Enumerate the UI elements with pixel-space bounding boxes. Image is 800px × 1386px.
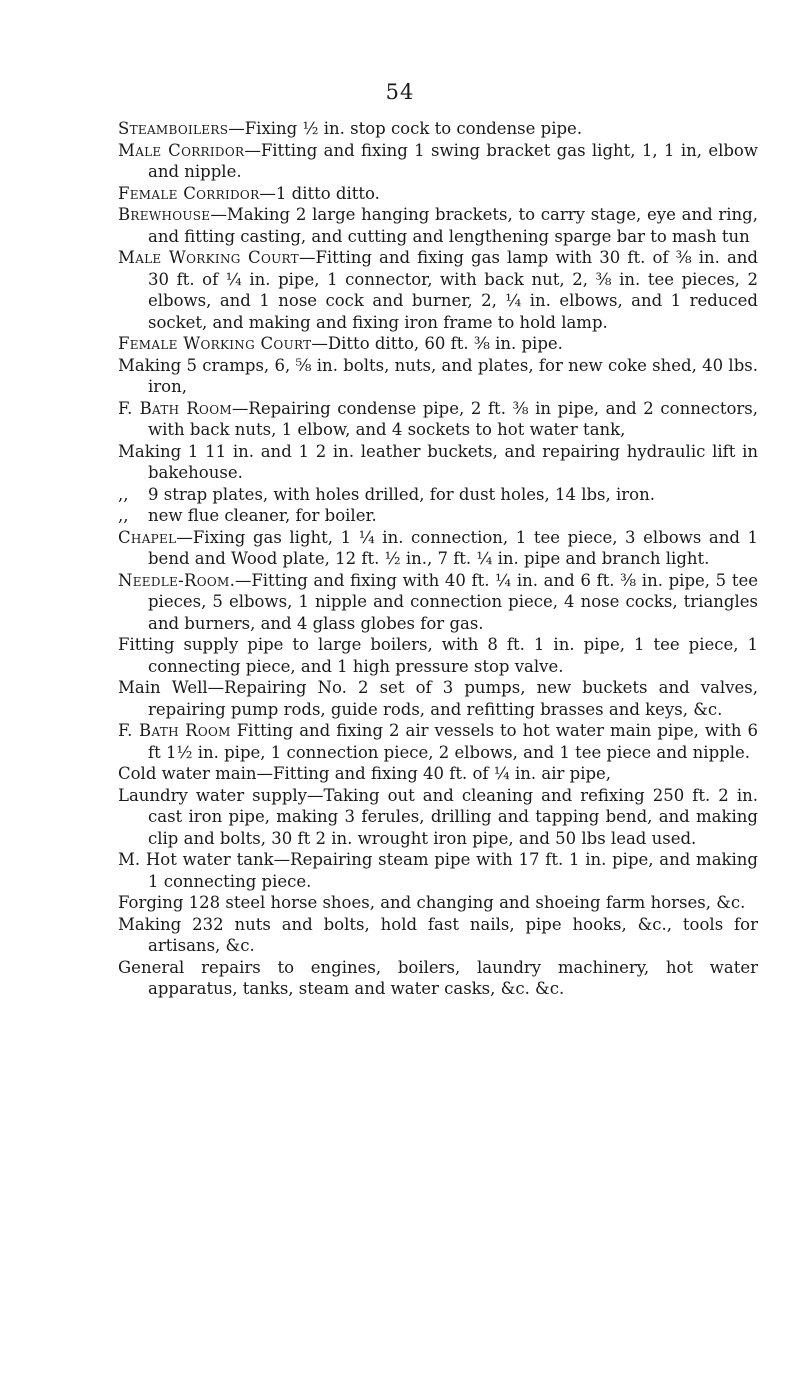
- entry-text: —Making 2 large hanging brackets, to carry stage, eye and ring, and fitting casting, and cutting and lengthening sparge bar to mash tun: [148, 205, 758, 246]
- entry-brewhouse: [118, 204, 758, 247]
- entry-text: 9 strap plates, with holes drilled, for dust holes, 14 lbs, iron.: [148, 484, 655, 504]
- entry-text: Making 5 cramps, 6, ⅝ in. bolts, nuts, and plates, for new coke shed, 40 lbs. iron,: [118, 355, 758, 396]
- ditto-mark: ,,: [118, 484, 129, 504]
- entry-text: Fitting and fixing 2 air vessels to hot water main pipe, with 6 ft 1½ in. pipe, 1 connection piece, 2 elbows, and 1 tee piece and nipple.: [148, 721, 759, 762]
- entry-text: —Fixing gas light, 1 ¼ in. connection, 1 tee piece, 3 elbows and 1 bend and Wood plate, 12 ft. ½ in., 7 ft. ¼ in. pipe and branch light.: [148, 527, 758, 568]
- entry-needle-room: [118, 570, 758, 635]
- entry-text: —Fitting and fixing gas lamp with 30 ft. of ⅜ in. and 30 ft. of ¼ in. pipe, 1 connector, with back nut, 2, ⅜ in. tee pieces, 2 elbows, and 1 nose cock and burner, 2, ¼ in. elbows, and 1 reduced socket, and making and fixing iron frame to hold lamp.: [148, 248, 758, 332]
- entry-steamboilers: [118, 118, 758, 140]
- entry-heading: Male Corridor: [118, 140, 245, 160]
- entry-flue-cleaner: [118, 505, 758, 527]
- entry-main-well: [118, 677, 758, 720]
- entry-heading: Steamboilers: [118, 119, 229, 138]
- entry-heading: Needle-Room: [118, 570, 230, 590]
- entry-heading: Female Working Court: [118, 334, 312, 353]
- entry-heading: Chapel: [118, 527, 177, 547]
- entry-text: General repairs to engines, boilers, laundry machinery, hot water apparatus, tanks, steam and water casks, &c. &c.: [118, 957, 758, 998]
- entry-text: Forging 128 steel horse shoes, and changing and shoeing farm horses, &c.: [118, 893, 746, 912]
- entry-chapel: [118, 527, 758, 570]
- entry-text: .—Fitting and fixing with 40 ft. ¼ in. and 6 ft. ⅜ in. pipe, 5 tee pieces, 5 elbows, 1 nipple and connection piece, 4 nose cocks, triangles and burners, and 4 glass globes for gas.: [148, 570, 758, 633]
- entry-text: Fitting supply pipe to large boilers, with 8 ft. 1 in. pipe, 1 tee piece, 1 connecting piece, and 1 high pressure stop valve.: [118, 635, 758, 676]
- entry-female-corridor: [118, 183, 758, 205]
- entry-laundry-water-supply: [118, 785, 758, 850]
- entry-heading: F. Bath Room: [118, 721, 231, 740]
- entry-heading: Brewhouse: [118, 205, 211, 224]
- entry-text: Laundry water supply—Taking out and cleaning and refixing 250 ft. 2 in. cast iron pipe, making 3 ferules, drilling and tapping bend, and making clip and bolts, 30 ft 2 in. wrought iron pipe, and 50 lbs lead used.: [118, 785, 758, 848]
- entry-female-working-court: [118, 333, 758, 355]
- entry-male-working-court: [118, 247, 758, 333]
- entry-leather-buckets: [118, 441, 758, 484]
- entry-text: —Repairing condense pipe, 2 ft. ⅜ in pipe, and 2 connectors, with back nuts, 1 elbow, and 4 sockets to hot water tank,: [148, 398, 758, 439]
- entry-text: Making 232 nuts and bolts, hold fast nails, pipe hooks, &c., tools for artisans, &c.: [118, 914, 758, 955]
- entry-heading: Male Working Court: [118, 248, 299, 267]
- entry-text: Making 1 11 in. and 1 2 in. leather buckets, and repairing hydraulic lift in bakehouse.: [118, 441, 758, 482]
- entry-f-bath-room-air-vessels: [118, 720, 758, 763]
- page-number: 54: [385, 80, 415, 104]
- entry-nuts-and-bolts: [118, 914, 758, 957]
- entry-text: Cold water main—Fitting and fixing 40 ft. of ¼ in. air pipe,: [118, 764, 612, 783]
- entry-heading: Female Corridor: [118, 183, 260, 203]
- entry-text: M. Hot water tank—Repairing steam pipe with 17 ft. 1 in. pipe, and making 1 connecting piece.: [118, 850, 758, 891]
- entry-f-bath-room: [118, 398, 758, 441]
- entry-text: new flue cleaner, for boiler.: [148, 506, 377, 525]
- entry-cold-water-main: [118, 763, 758, 785]
- entry-general-repairs: [118, 957, 758, 1000]
- entry-text: —Fitting and fixing 1 swing bracket gas light, 1, 1 in, elbow and nipple.: [148, 140, 758, 181]
- entry-hot-water-tank: [118, 849, 758, 892]
- entry-text: —Ditto ditto, 60 ft. ⅜ in. pipe.: [311, 334, 563, 353]
- ditto-mark: ,,: [118, 506, 129, 525]
- entry-text: —Fixing ½ in. stop cock to condense pipe.: [228, 119, 583, 138]
- entry-text: —1 ditto ditto.: [259, 183, 380, 203]
- entry-horse-shoes: [118, 892, 758, 914]
- entry-strap-plates: [118, 484, 758, 506]
- entry-coke-shed: [118, 355, 758, 398]
- entry-male-corridor: [118, 140, 758, 183]
- entry-heading: F. Bath Room: [118, 398, 232, 418]
- entry-text: Main Well—Repairing No. 2 set of 3 pumps, new buckets and valves, repairing pump rods, guide rods, and refitting brasses and keys, &c.: [118, 678, 758, 719]
- entry-supply-pipe: [118, 634, 758, 677]
- entries-list: [118, 118, 758, 1000]
